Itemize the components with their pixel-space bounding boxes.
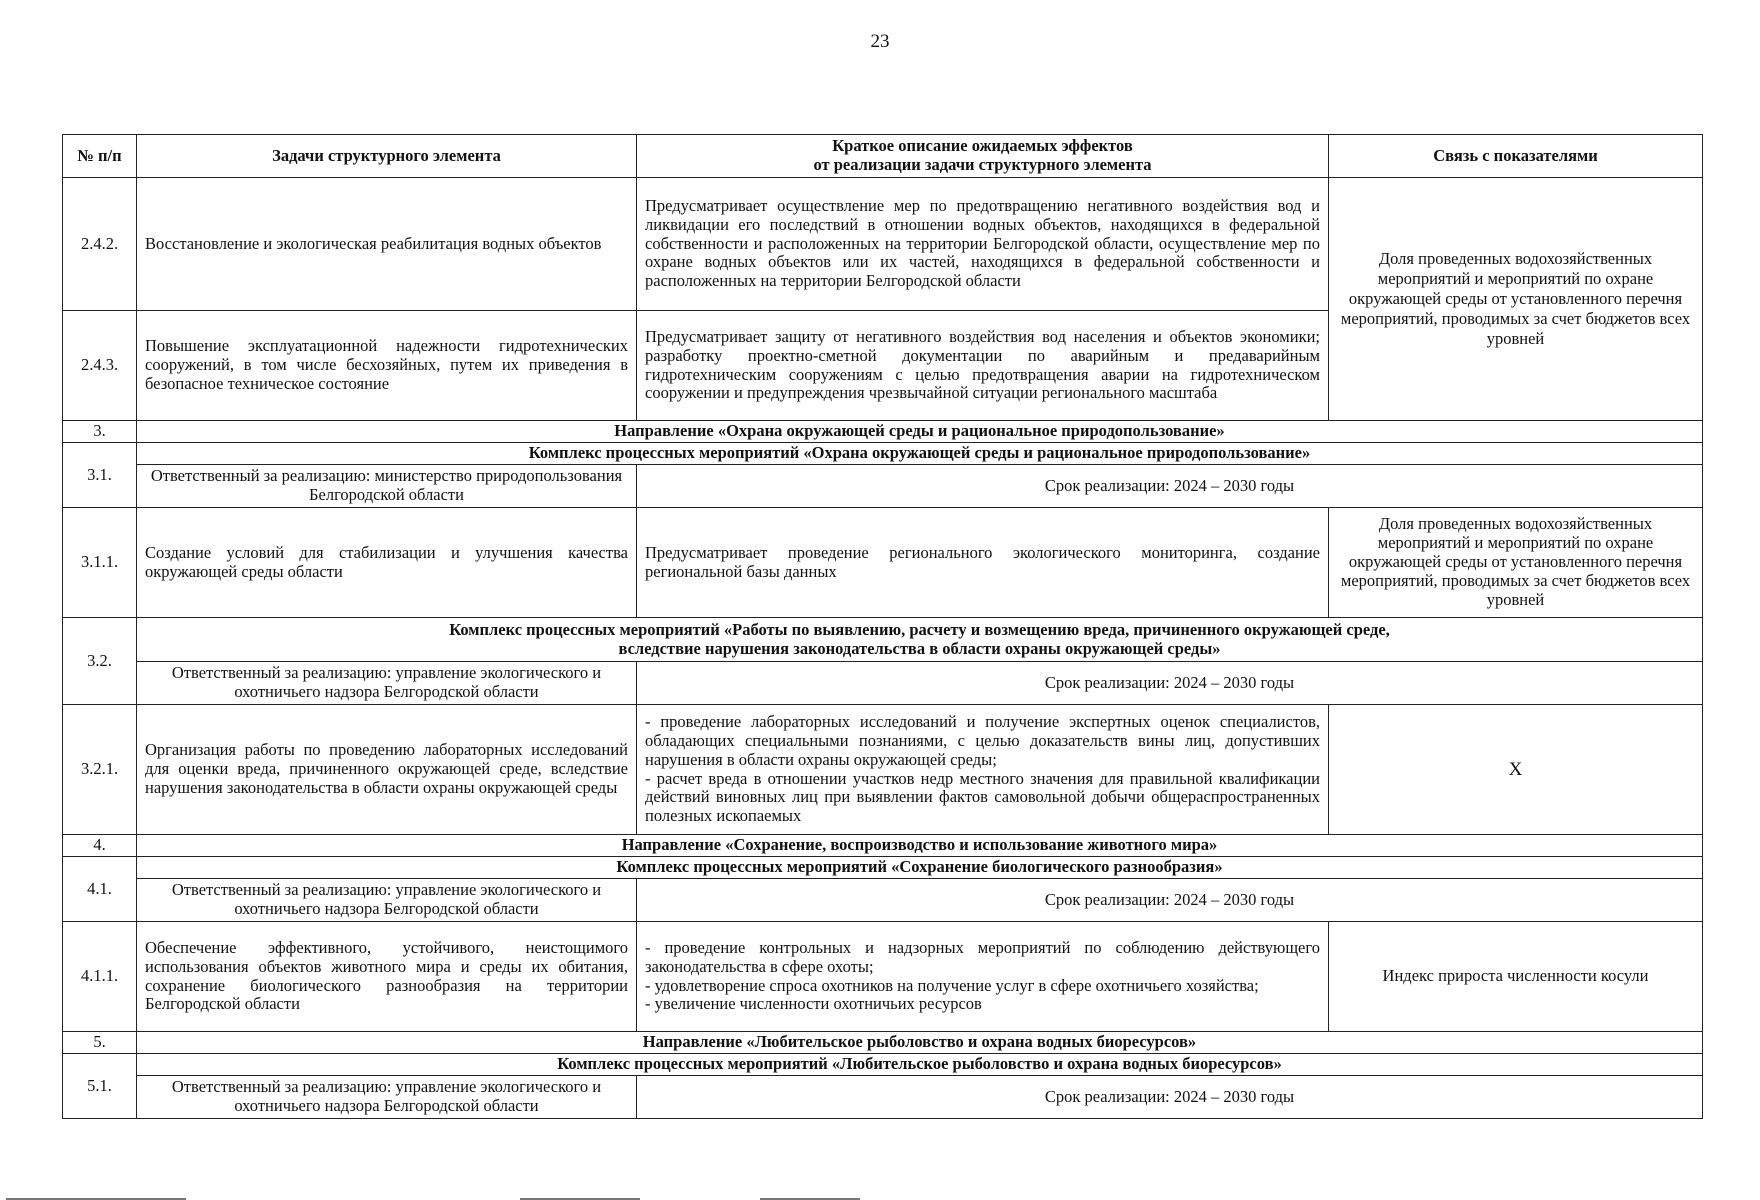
- page-number: 23: [870, 31, 890, 52]
- row-number: 3.1.: [63, 443, 137, 508]
- header-num: № п/п: [63, 135, 137, 178]
- responsible-cell: Ответственный за реализацию: управление экологического и охотничьего надзора Белгородской области: [137, 662, 637, 705]
- row-number: 2.4.2.: [63, 178, 137, 311]
- header-indicators: Связь с показателями: [1329, 135, 1703, 178]
- term-cell: Срок реализации: 2024 – 2030 годы: [637, 662, 1703, 705]
- task-cell: Повышение эксплуатационной надежности гидротехнических сооружений, в том числе бесхозяйных, путем их приведения в безопасное техническое состояние: [137, 311, 637, 421]
- task-cell: Восстановление и экологическая реабилитация водных объектов: [137, 178, 637, 311]
- task-cell: Создание условий для стабилизации и улучшения качества окружающей среды области: [137, 508, 637, 618]
- row-number: 3.2.: [63, 618, 137, 705]
- effect-cell: [637, 705, 1329, 835]
- effect-cell: [637, 922, 1329, 1032]
- complex-row: [63, 1054, 1703, 1076]
- header-effects: [637, 135, 1329, 178]
- task-cell: Обеспечение эффективного, устойчивого, неистощимого использования объектов животного мира и среды их обитания, сохранение биологического разнообразия на территории Белгородской области: [137, 922, 637, 1032]
- indicator-cell: Доля проведенных водохозяйственных мероприятий и мероприятий по охране окружающей среды от установленного перечня мероприятий, проводимых за счет бюджетов всех уровней: [1329, 178, 1703, 421]
- complex-title-line2: вследствие нарушения законодательства в области охраны окружающей среды»: [618, 638, 1221, 658]
- header-effects-line1: Краткое описание ожидаемых эффектов: [832, 136, 1133, 156]
- row-number: 3.1.1.: [63, 508, 137, 618]
- term-cell: Срок реализации: 2024 – 2030 годы: [637, 1076, 1703, 1119]
- complex-title: Комплекс процессных мероприятий «Любительское рыболовство и охрана водных биоресурсов»: [137, 1054, 1703, 1076]
- effect-item: - проведение лабораторных исследований и получение экспертных оценок специалистов, обладающих специальными познаниями, с целью доказательств вины лиц, допустивших нарушения в области охраны окружающей среды;: [645, 711, 1320, 769]
- responsible-row: [63, 1076, 1703, 1119]
- row-number: 4.: [63, 835, 137, 857]
- complex-row: [63, 443, 1703, 465]
- direction-title: Направление «Охрана окружающей среды и рациональное природопользование»: [137, 421, 1703, 443]
- effect-cell: Предусматривает проведение регионального экологического мониторинга, создание региональной базы данных: [637, 508, 1329, 618]
- row-number: 3.2.1.: [63, 705, 137, 835]
- complex-title: Комплекс процессных мероприятий «Сохранение биологического разнообразия»: [137, 857, 1703, 879]
- header-effects-line2: от реализации задачи структурного элемента: [813, 155, 1152, 174]
- table-row: [63, 705, 1703, 835]
- complex-row: [63, 618, 1703, 662]
- direction-row: [63, 835, 1703, 857]
- header-task: Задачи структурного элемента: [137, 135, 637, 178]
- effect-cell: Предусматривает защиту от негативного воздействия вод населения и объектов экономики; разработку проектно-сметной документации по аварийным и предаварийным гидротехническим сооружениям с целью предотвращения аварии на гидротехническом сооружении и предупреждения чрезвычайной ситуации регионального масштаба: [637, 311, 1329, 421]
- row-number: 5.: [63, 1032, 137, 1054]
- task-cell: Организация работы по проведению лабораторных исследований для оценки вреда, причиненного окружающей среде, вследствие нарушения законодательства в области охраны окружающей среды: [137, 705, 637, 835]
- table-row: [63, 178, 1703, 311]
- header-row: [63, 135, 1703, 178]
- row-number: 3.: [63, 421, 137, 443]
- indicator-cell: Доля проведенных водохозяйственных мероприятий и мероприятий по охране окружающей среды от установленного перечня мероприятий, проводимых за счет бюджетов всех уровней: [1329, 508, 1703, 618]
- responsible-cell: Ответственный за реализацию: управление экологического и охотничьего надзора Белгородской области: [137, 879, 637, 922]
- table-row: [63, 508, 1703, 618]
- complex-title: Комплекс процессных мероприятий «Охрана окружающей среды и рациональное природопользование»: [137, 443, 1703, 465]
- effect-item: - расчет вреда в отношении участков недр местного значения для правильной квалификации действий виновных лиц при выявлении фактов самовольной добычи общераспространенных полезных ископаемых: [645, 768, 1320, 826]
- term-cell: Срок реализации: 2024 – 2030 годы: [637, 465, 1703, 508]
- responsible-row: [63, 662, 1703, 705]
- direction-title: Направление «Сохранение, воспроизводство и использование животного мира»: [137, 835, 1703, 857]
- program-table: [62, 134, 1703, 1119]
- responsible-cell: Ответственный за реализацию: министерство природопользования Белгородской области: [137, 465, 637, 508]
- complex-title: [137, 618, 1703, 662]
- row-number: 5.1.: [63, 1054, 137, 1119]
- effect-cell: Предусматривает осуществление мер по предотвращению негативного воздействия вод и ликвидации его последствий в отношении водных объектов, находящихся в федеральной собственности и расположенных на территории Белгородской области, осуществление мер по охране водных объектов или их частей, находящихся в федеральной собственности и расположенных на территории Белгородской области: [637, 178, 1329, 311]
- complex-title-line1: Комплекс процессных мероприятий «Работы по выявлению, расчету и возмещению вреда, причиненного окружающей среде,: [449, 619, 1390, 639]
- row-number: 2.4.3.: [63, 311, 137, 421]
- indicator-cell: X: [1329, 705, 1703, 835]
- indicator-cell: Индекс прироста численности косули: [1329, 922, 1703, 1032]
- table-row: [63, 922, 1703, 1032]
- row-number: 4.1.1.: [63, 922, 137, 1032]
- effect-item: - проведение контрольных и надзорных мероприятий по соблюдению действующего законодательства в сфере охоты;: [645, 937, 1320, 976]
- effect-item: - удовлетворение спроса охотников на получение услуг в сфере охотничьего хозяйства;: [645, 975, 1259, 995]
- responsible-row: [63, 465, 1703, 508]
- responsible-row: [63, 879, 1703, 922]
- direction-title: Направление «Любительское рыболовство и охрана водных биоресурсов»: [137, 1032, 1703, 1054]
- row-number: 4.1.: [63, 857, 137, 922]
- direction-row: [63, 1032, 1703, 1054]
- term-cell: Срок реализации: 2024 – 2030 годы: [637, 879, 1703, 922]
- direction-row: [63, 421, 1703, 443]
- effect-item: - увеличение численности охотничьих ресурсов: [645, 994, 982, 1014]
- complex-row: [63, 857, 1703, 879]
- responsible-cell: Ответственный за реализацию: управление экологического и охотничьего надзора Белгородской области: [137, 1076, 637, 1119]
